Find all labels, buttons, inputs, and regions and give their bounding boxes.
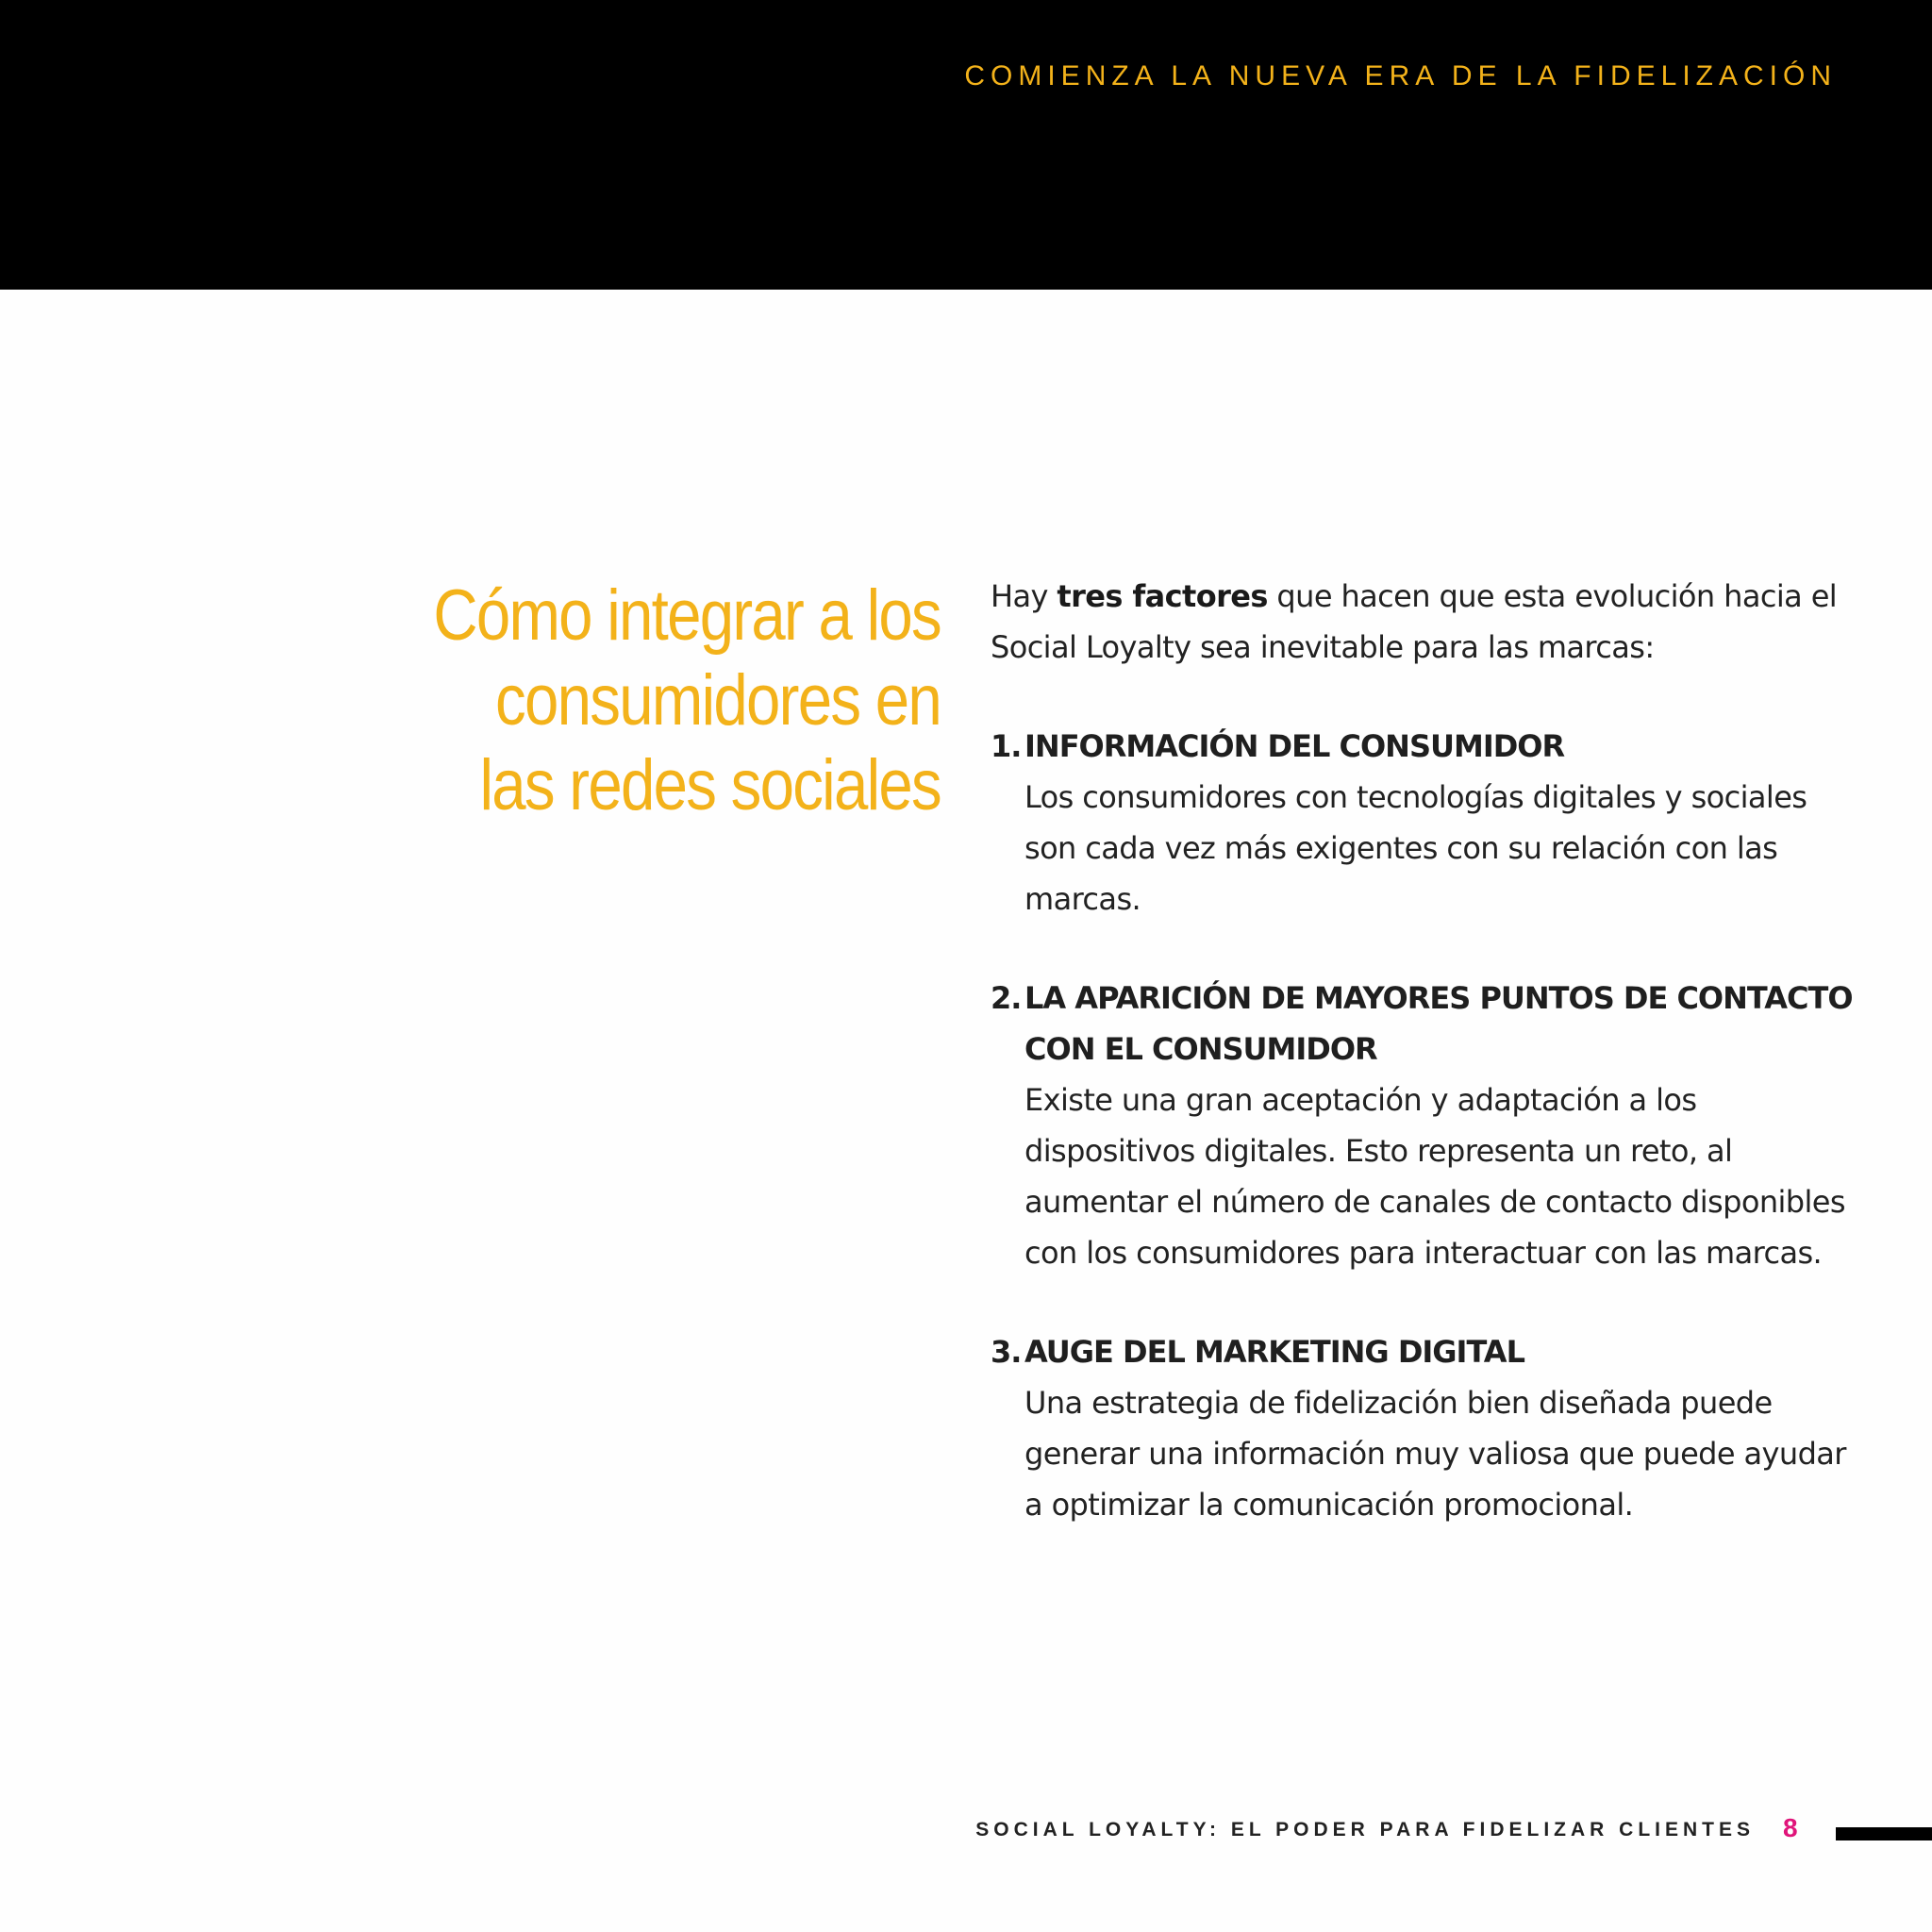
footer-title: SOCIAL LOYALTY: EL PODER PARA FIDELIZAR CLIENTES: [975, 1819, 1755, 1840]
list-item: [991, 721, 1840, 924]
list-item: [991, 973, 1853, 1278]
page-number: 8: [1783, 1813, 1798, 1842]
title-line: consumidores en: [495, 660, 941, 741]
title-line: las redes sociales: [479, 745, 941, 825]
item-heading: 2. LA APARICIÓN DE MAYORES PUNTOS DE CONTACTO: [991, 973, 1840, 1024]
item-number: 1.: [991, 728, 1022, 764]
header-kicker: COMIENZA LA NUEVA ERA DE LA FIDELIZACIÓN: [964, 60, 1837, 92]
intro-rest: que hacen que esta evolución hacia el: [1267, 578, 1838, 614]
intro-line: Social Loyalty sea inevitable para las marcas:: [991, 629, 1655, 665]
title-line: Cómo integrar a los: [433, 575, 941, 656]
item-number: 3.: [991, 1334, 1022, 1370]
item-heading-continued: CON EL CONSUMIDOR: [1024, 1031, 1377, 1067]
item-body: Existe una gran aceptación y adaptación a los dispositivos digitales. Esto representa un reto, al aumentar el número de canales de contacto disponibles con los consumidores para interactuar con las marcas.: [1024, 1082, 1845, 1271]
list-item: [991, 1326, 1846, 1530]
intro-paragraph: [991, 571, 1840, 673]
intro-bold: tres factores: [1057, 578, 1268, 614]
header-band: [0, 0, 1932, 290]
item-number: 2.: [991, 980, 1022, 1016]
body-text: [991, 571, 1853, 1578]
footer-bar: [1836, 1827, 1932, 1840]
item-heading: 3. AUGE DEL MARKETING DIGITAL: [991, 1326, 1840, 1377]
item-heading: 1. INFORMACIÓN DEL CONSUMIDOR: [991, 721, 1840, 772]
item-body: Una estrategia de fidelización bien diseñada puede generar una información muy valiosa que puede ayudar a optimizar la comunicación promocional.: [1024, 1385, 1846, 1523]
intro-prefix: Hay: [991, 578, 1058, 614]
item-body: Los consumidores con tecnologías digitales y sociales son cada vez más exigentes con su relación con las marcas.: [1024, 779, 1807, 917]
section-title: [373, 574, 941, 828]
